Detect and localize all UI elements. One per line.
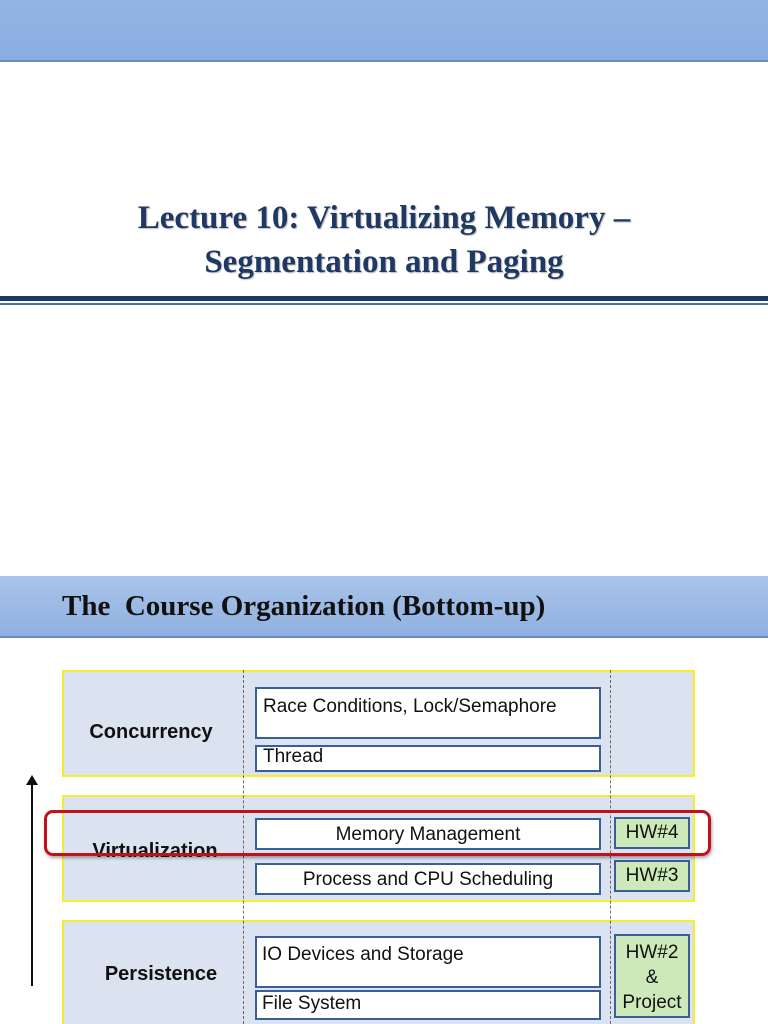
topic-process-cpu-scheduling-label: Process and CPU Scheduling	[302, 869, 554, 890]
homework-hw3-label: HW#3	[625, 865, 679, 886]
layer-label-virtualization: Virtualization	[92, 840, 218, 862]
layer-label-persistence: Persistence	[104, 963, 218, 985]
homework-project-label: Project	[622, 992, 682, 1013]
topic-race-conditions	[255, 687, 601, 739]
topic-thread-label: Thread	[263, 746, 324, 767]
title-rule-thin	[0, 303, 768, 305]
bottom-up-arrow-shaft	[31, 782, 33, 986]
lecture-title-line1: Lecture 10: Virtualizing Memory –	[137, 200, 631, 236]
bottom-up-arrow-icon	[26, 775, 38, 785]
topic-io-devices-storage-label: IO Devices and Storage	[262, 944, 464, 965]
slide1-header-band	[0, 0, 768, 62]
homework-hw2-label: HW#2	[625, 942, 679, 963]
topic-race-conditions-label: Race Conditions, Lock/Semaphore	[263, 696, 557, 717]
current-topic-highlight	[44, 810, 711, 856]
title-rule-thick	[0, 296, 768, 301]
topic-io-devices-storage	[255, 936, 601, 988]
topic-process-cpu-scheduling	[255, 863, 601, 895]
homework-hw4-label: HW#4	[625, 822, 679, 843]
layer-label-concurrency: Concurrency	[89, 721, 213, 743]
topic-file-system-label: File System	[262, 993, 362, 1014]
homework-hw3	[614, 860, 690, 892]
topic-memory-management-label: Memory Management	[335, 824, 521, 845]
topic-thread	[255, 745, 601, 772]
lecture-title	[0, 196, 768, 284]
course-organization-title: The Course Organization (Bottom-up)	[62, 590, 546, 622]
homework-ampersand-label: &	[645, 967, 659, 988]
homework-hw2-project	[614, 934, 690, 1018]
lecture-title-line2: Segmentation and Paging	[204, 244, 564, 280]
topic-file-system	[255, 990, 601, 1020]
